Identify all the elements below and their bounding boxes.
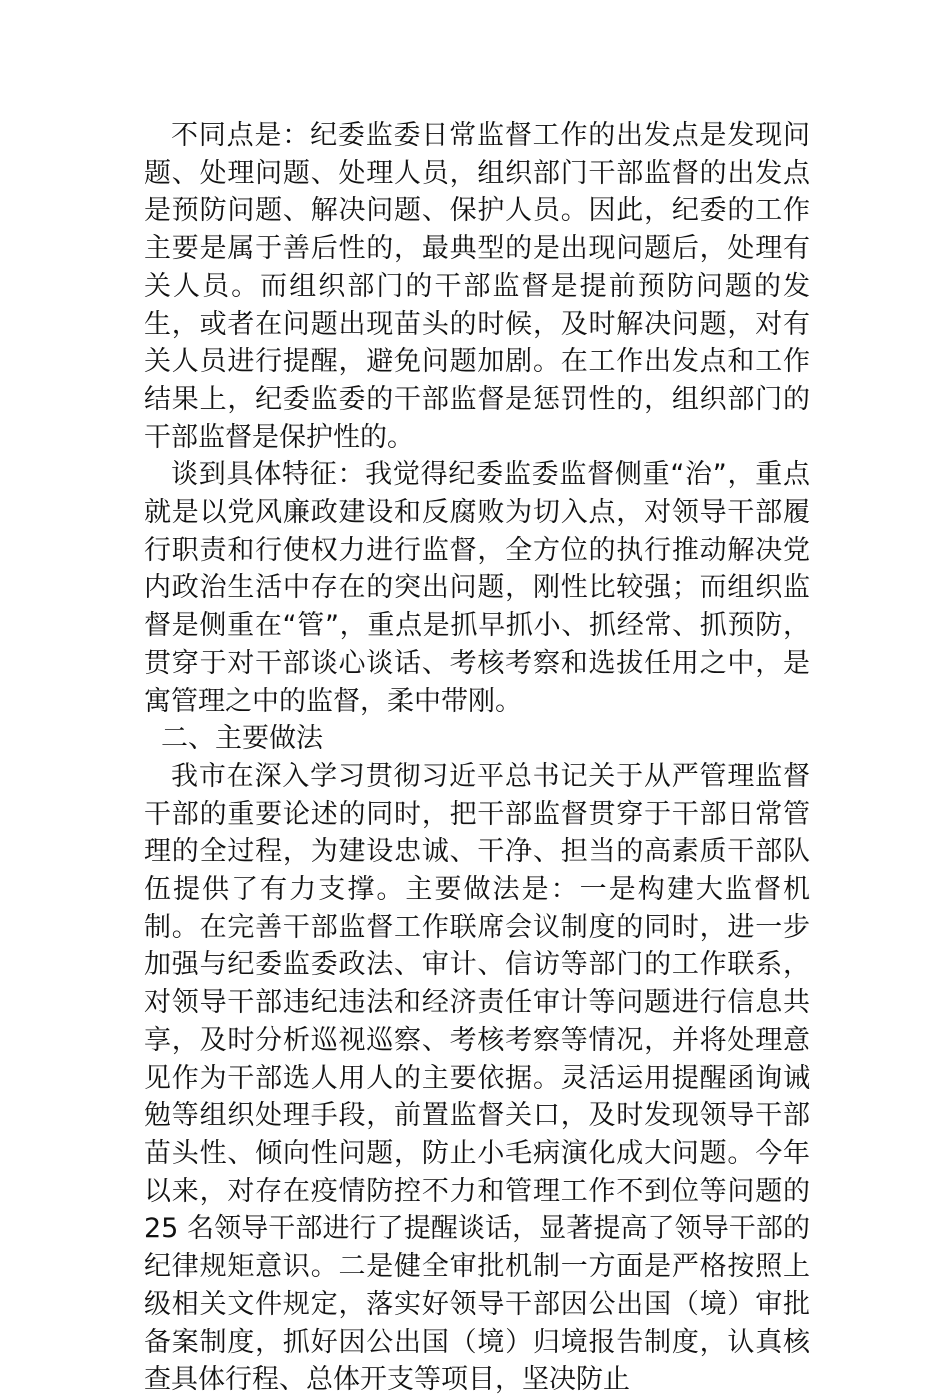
paragraph-features: 谈到具体特征：我觉得纪委监委监督侧重“治”，重点就是以党风廉政建设和反腐败为切入点，对领导干部履行职责和行使权力进行监督，全方位的执行推动解决党内政治生活中存在的突出问题，刚性比较强；而组织监督是侧重在“管”，重点是抓早抓小、抓经常、抓预防，贯穿于对干部谈心谈话、考核考察和选拔任用之中，是寓管理之中的监督，柔中带刚。	[144, 459, 810, 717]
section-heading: 二、主要做法	[161, 723, 323, 755]
document-body	[144, 117, 810, 1399]
paragraph-main-practices: 我市在深入学习贯彻习近平总书记关于从严管理监督干部的重要论述的同时，把干部监督贯穿于干部日常管理的全过程，为建设忠诚、干净、担当的高素质干部队伍提供了有力支撑。主要做法是：一是构建大监督机制。在完善干部监督工作联席会议制度的同时，进一步加强与纪委监委政法、审计、信访等部门的工作联系，对领导干部违纪违法和经济责任审计等问题进行信息共享，及时分析巡视巡察、考核考察等情况，并将处理意见作为干部选人用人的主要依据。灵活运用提醒函询诫勉等组织处理手段，前置监督关口，及时发现领导干部苗头性、倾向性问题，防止小毛病演化成大问题。今年以来，对存在疫情防控不力和管理工作不到位等问题的 25 名领导干部进行了提醒谈话，显著提高了领导干部的纪律规矩意识。二是健全审批机制一方面是严格按照上级相关文件规定，落实好领导干部因公出国（境）审批备案制度，抓好因公出国（境）归境报告制度，认真核查具体行程、总体开支等项目，坚决防止	[144, 760, 810, 1396]
paragraph-differences: 不同点是：纪委监委日常监督工作的出发点是发现问题、处理问题、处理人员，组织部门干部监督的出发点是预防问题、解决问题、保护人员。因此，纪委的工作主要是属于善后性的，最典型的是出现问题后，处理有关人员。而组织部门的干部监督是提前预防问题的发生，或者在问题出现苗头的时候，及时解决问题，对有关人员进行提醒，避免问题加剧。在工作出发点和工作结果上，纪委监委的干部监督是惩罚性的，组织部门的干部监督是保护性的。	[144, 120, 810, 453]
